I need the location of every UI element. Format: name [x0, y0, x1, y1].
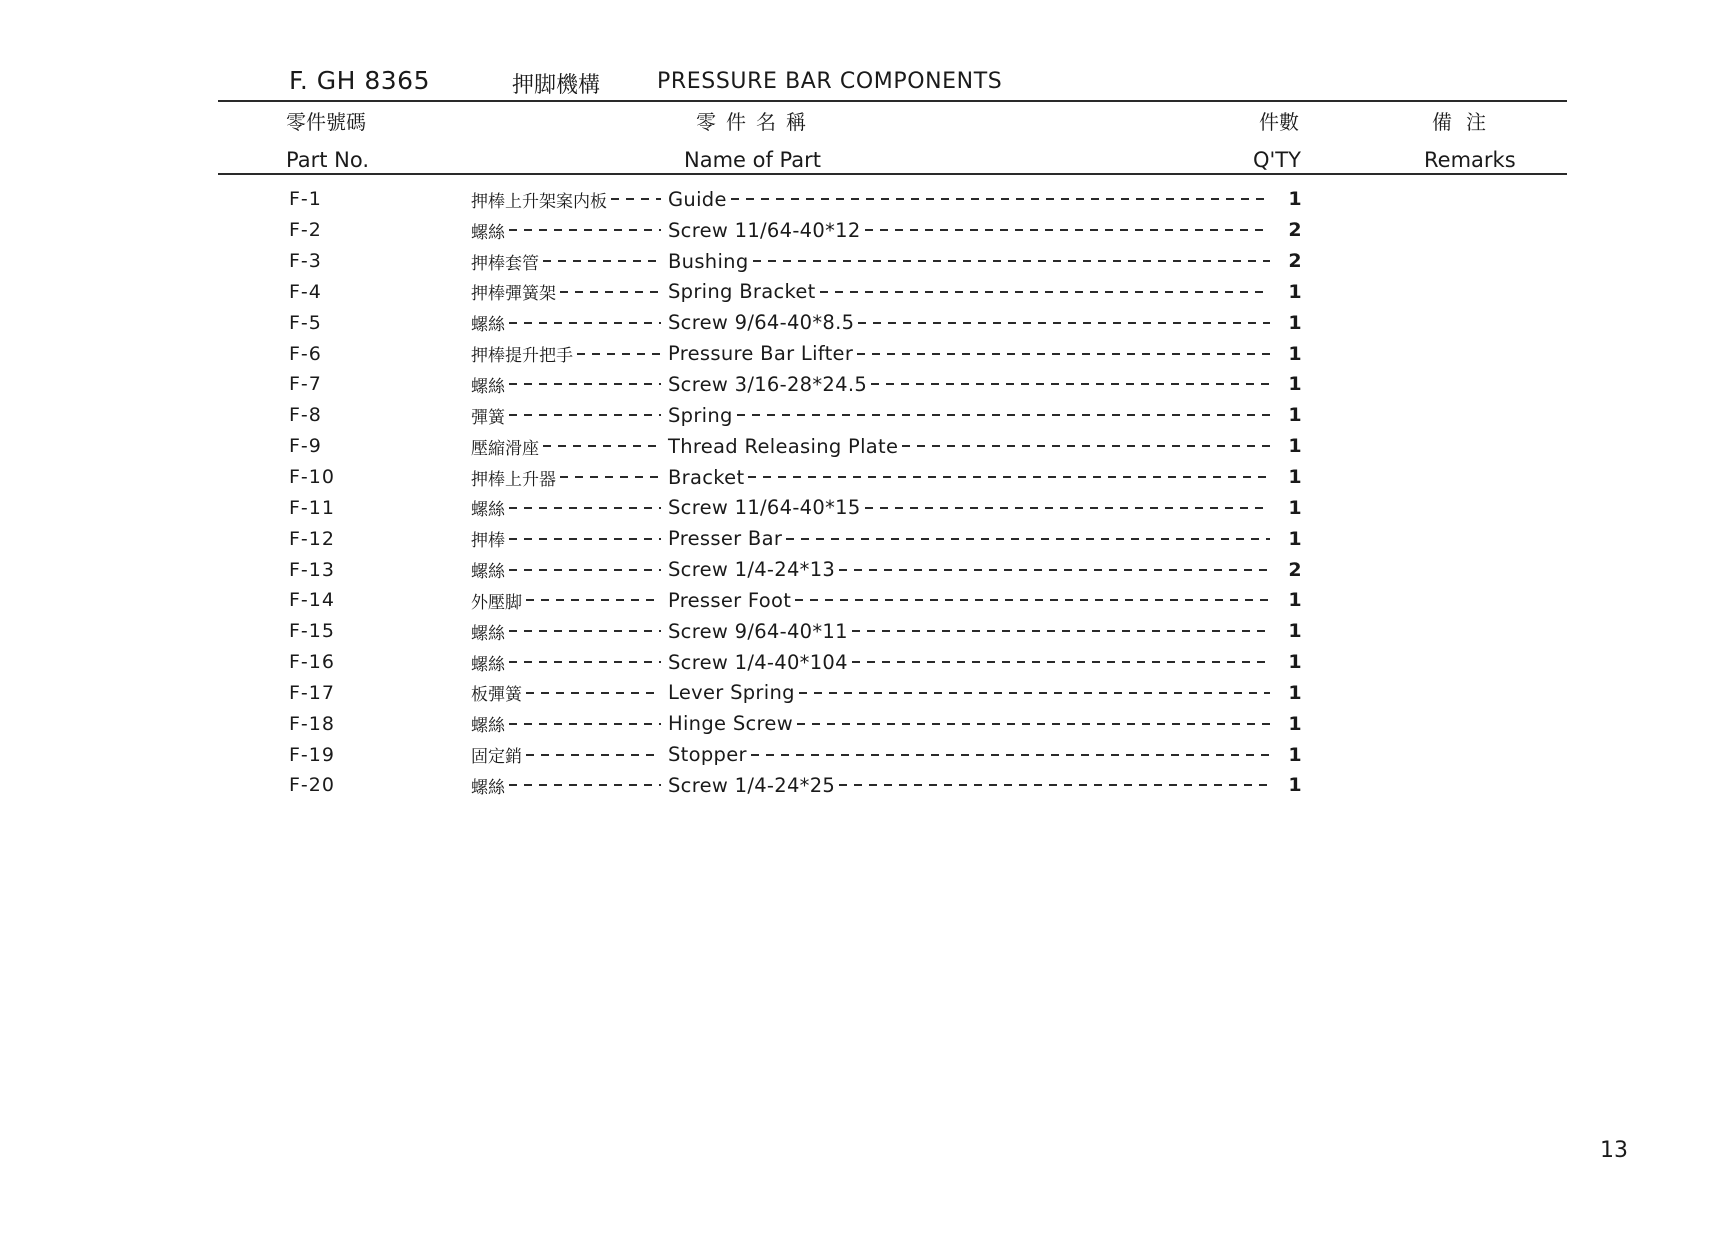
dash-leader — [737, 414, 1270, 416]
part-quantity: 1 — [1288, 743, 1302, 766]
part-name-cell — [668, 647, 1272, 678]
part-number: F-6 — [289, 342, 322, 365]
part-name-cell — [668, 431, 1272, 462]
part-number: F-10 — [289, 466, 335, 489]
part-name-chinese-cell — [471, 431, 663, 462]
part-name: Stopper — [668, 743, 747, 767]
part-name: Spring Bracket — [668, 280, 816, 304]
part-name-cell — [668, 739, 1272, 770]
dash-leader — [509, 723, 661, 725]
part-name-chinese-cell — [471, 400, 663, 431]
part-name-cell — [668, 307, 1272, 338]
part-name-cell — [668, 770, 1272, 801]
dash-leader — [871, 383, 1270, 385]
dash-leader — [799, 692, 1270, 694]
table-row — [0, 307, 1715, 338]
table-row — [0, 739, 1715, 770]
part-name-chinese: 外壓脚 — [471, 592, 522, 613]
dash-leader — [852, 630, 1270, 632]
table-row — [0, 215, 1715, 246]
dash-leader — [509, 630, 661, 632]
table-row — [0, 338, 1715, 369]
part-quantity: 1 — [1288, 496, 1302, 519]
table-row — [0, 647, 1715, 678]
part-name: Presser Bar — [668, 527, 783, 551]
table-row — [0, 400, 1715, 431]
part-name: Screw 1/4-24*25 — [668, 773, 836, 797]
column-header-part-no: Part No. — [286, 148, 369, 172]
part-quantity: 1 — [1288, 280, 1302, 303]
table-row — [0, 246, 1715, 277]
part-quantity: 2 — [1288, 558, 1302, 581]
table-row — [0, 492, 1715, 523]
part-quantity: 1 — [1288, 774, 1302, 797]
part-name-chinese-cell — [471, 678, 663, 709]
part-name-chinese-cell — [471, 585, 663, 616]
dash-leader — [611, 198, 661, 200]
part-quantity: 1 — [1288, 188, 1302, 211]
part-name-chinese-cell — [471, 215, 663, 246]
part-name-chinese-cell — [471, 246, 663, 277]
part-name-chinese: 押棒提升把手 — [471, 346, 573, 367]
part-number: F-7 — [289, 373, 322, 396]
part-name-cell — [668, 400, 1272, 431]
part-name-chinese: 押棒 — [471, 531, 505, 552]
dash-leader — [748, 476, 1270, 478]
part-quantity: 1 — [1288, 712, 1302, 735]
part-name-chinese-cell — [471, 708, 663, 739]
section-title-english: PRESSURE BAR COMPONENTS — [657, 69, 1003, 94]
dash-leader — [839, 784, 1270, 786]
dash-leader — [509, 322, 661, 324]
part-name-chinese-cell — [471, 616, 663, 647]
part-name-cell — [668, 184, 1272, 215]
table-row — [0, 678, 1715, 709]
part-quantity: 1 — [1288, 589, 1302, 612]
part-name: Lever Spring — [668, 681, 795, 705]
dash-leader — [543, 260, 661, 262]
part-name-cell — [668, 616, 1272, 647]
part-name-chinese-cell — [471, 307, 663, 338]
part-name-chinese: 押棒上升架案内板 — [471, 191, 607, 212]
dash-leader — [560, 291, 661, 293]
dash-leader — [820, 291, 1270, 293]
part-name: Presser Foot — [668, 588, 792, 612]
part-quantity: 2 — [1288, 250, 1302, 273]
part-quantity: 1 — [1288, 342, 1302, 365]
part-name-chinese-cell — [471, 739, 663, 770]
table-row — [0, 585, 1715, 616]
part-name: Thread Releasing Plate — [668, 434, 899, 458]
part-quantity: 1 — [1288, 311, 1302, 334]
part-number: F-8 — [289, 404, 322, 427]
dash-leader — [753, 260, 1270, 262]
column-header-qty-chinese: 件數 — [1259, 110, 1299, 134]
part-name-chinese-cell — [471, 462, 663, 493]
column-header-name: Name of Part — [684, 148, 822, 172]
part-name-chinese: 押棒套管 — [471, 253, 539, 274]
part-number: F-5 — [289, 311, 322, 334]
table-row — [0, 277, 1715, 308]
part-quantity: 1 — [1288, 435, 1302, 458]
part-name: Screw 1/4-40*104 — [668, 650, 848, 674]
dash-leader — [852, 661, 1270, 663]
part-name-cell — [668, 215, 1272, 246]
part-name-chinese: 彈簧 — [471, 407, 505, 428]
dash-leader — [509, 507, 661, 509]
part-name: Bushing — [668, 249, 749, 273]
part-name: Screw 9/64-40*11 — [668, 619, 848, 643]
part-name: Pressure Bar Lifter — [668, 342, 854, 366]
header-bottom-rule — [218, 173, 1567, 175]
part-name: Screw 9/64-40*8.5 — [668, 311, 855, 335]
column-header-qty: Q'TY — [1253, 148, 1301, 172]
part-number: F-3 — [289, 250, 322, 273]
table-row — [0, 523, 1715, 554]
part-name-chinese: 板彈簧 — [471, 685, 522, 706]
table-row — [0, 184, 1715, 215]
dash-leader — [509, 661, 661, 663]
dash-leader — [560, 476, 661, 478]
part-quantity: 1 — [1288, 527, 1302, 550]
table-row — [0, 554, 1715, 585]
part-name-chinese-cell — [471, 369, 663, 400]
part-name-chinese-cell — [471, 647, 663, 678]
part-number: F-2 — [289, 219, 322, 242]
part-name-chinese-cell — [471, 554, 663, 585]
part-name-chinese: 螺絲 — [471, 716, 505, 737]
part-name-cell — [668, 523, 1272, 554]
column-header-remarks: Remarks — [1424, 148, 1516, 172]
part-number: F-4 — [289, 280, 322, 303]
part-name-chinese: 螺絲 — [471, 500, 505, 521]
part-quantity: 1 — [1288, 373, 1302, 396]
part-name-cell — [668, 338, 1272, 369]
dash-leader — [526, 692, 661, 694]
table-row — [0, 462, 1715, 493]
part-name-chinese: 螺絲 — [471, 222, 505, 243]
dash-leader — [797, 723, 1270, 725]
part-name-chinese-cell — [471, 338, 663, 369]
part-name-chinese: 螺絲 — [471, 376, 505, 397]
dash-leader — [902, 445, 1270, 447]
part-number: F-9 — [289, 435, 322, 458]
part-name: Screw 3/16-28*24.5 — [668, 372, 868, 396]
table-row — [0, 708, 1715, 739]
part-quantity: 1 — [1288, 681, 1302, 704]
part-name: Screw 11/64-40*12 — [668, 218, 861, 242]
part-quantity: 2 — [1288, 219, 1302, 242]
part-number: F-12 — [289, 527, 335, 550]
part-name-chinese-cell — [471, 277, 663, 308]
part-name-cell — [668, 678, 1272, 709]
part-number: F-1 — [289, 188, 322, 211]
table-row — [0, 369, 1715, 400]
part-name-chinese: 螺絲 — [471, 777, 505, 798]
part-name-cell — [668, 277, 1272, 308]
dash-leader — [509, 569, 661, 571]
table-row — [0, 616, 1715, 647]
part-name-chinese: 螺絲 — [471, 562, 505, 583]
part-name-cell — [668, 708, 1272, 739]
part-quantity: 1 — [1288, 466, 1302, 489]
part-name: Screw 1/4-24*13 — [668, 558, 836, 582]
part-name-chinese: 押棒彈簧架 — [471, 284, 556, 305]
part-name: Spring — [668, 403, 733, 427]
part-number: F-17 — [289, 681, 335, 704]
dash-leader — [839, 569, 1270, 571]
dash-leader — [795, 599, 1270, 601]
dash-leader — [509, 538, 661, 540]
parts-list — [0, 184, 1715, 801]
part-number: F-19 — [289, 743, 335, 766]
part-name-cell — [668, 585, 1272, 616]
part-name-chinese-cell — [471, 770, 663, 801]
part-name-chinese: 螺絲 — [471, 623, 505, 644]
column-header-remarks-chinese: 備注 — [1432, 110, 1500, 134]
dash-leader — [577, 353, 661, 355]
part-name: Screw 11/64-40*15 — [668, 496, 861, 520]
dash-leader — [509, 229, 661, 231]
part-name-chinese-cell — [471, 492, 663, 523]
dash-leader — [751, 754, 1270, 756]
part-name-chinese-cell — [471, 184, 663, 215]
part-name-cell — [668, 369, 1272, 400]
part-number: F-11 — [289, 496, 335, 519]
dash-leader — [865, 229, 1270, 231]
part-name-cell — [668, 462, 1272, 493]
part-name: Hinge Screw — [668, 712, 793, 736]
part-name-chinese: 螺絲 — [471, 315, 505, 336]
dash-leader — [731, 198, 1270, 200]
part-number: F-18 — [289, 712, 335, 735]
column-header-part-no-chinese: 零件號碼 — [286, 110, 366, 134]
header-top-rule — [218, 100, 1567, 102]
dash-leader — [543, 445, 661, 447]
dash-leader — [526, 754, 661, 756]
section-title-chinese: 押脚機構 — [512, 73, 601, 98]
part-number: F-14 — [289, 589, 335, 612]
part-quantity: 1 — [1288, 651, 1302, 674]
dash-leader — [786, 538, 1270, 540]
dash-leader — [509, 414, 661, 416]
dash-leader — [526, 599, 661, 601]
part-number: F-15 — [289, 620, 335, 643]
table-row — [0, 431, 1715, 462]
part-name-chinese: 螺絲 — [471, 654, 505, 675]
part-name-cell — [668, 554, 1272, 585]
part-quantity: 1 — [1288, 620, 1302, 643]
dash-leader — [857, 353, 1270, 355]
part-name: Bracket — [668, 465, 745, 489]
part-name-chinese: 壓縮滑座 — [471, 438, 539, 459]
dash-leader — [858, 322, 1270, 324]
part-number: F-16 — [289, 651, 335, 674]
part-name-chinese: 押棒上升器 — [471, 469, 556, 490]
part-name-chinese: 固定銷 — [471, 747, 522, 768]
dash-leader — [509, 383, 661, 385]
part-quantity: 1 — [1288, 404, 1302, 427]
table-row — [0, 770, 1715, 801]
page-number: 13 — [1600, 1138, 1628, 1163]
part-name-cell — [668, 246, 1272, 277]
part-name: Guide — [668, 187, 727, 211]
column-header-name-chinese: 零件名稱 — [696, 110, 816, 134]
part-name-chinese-cell — [471, 523, 663, 554]
part-number: F-13 — [289, 558, 335, 581]
dash-leader — [865, 507, 1270, 509]
section-code: F. GH 8365 — [289, 66, 430, 95]
part-name-cell — [668, 492, 1272, 523]
dash-leader — [509, 784, 661, 786]
part-number: F-20 — [289, 774, 335, 797]
